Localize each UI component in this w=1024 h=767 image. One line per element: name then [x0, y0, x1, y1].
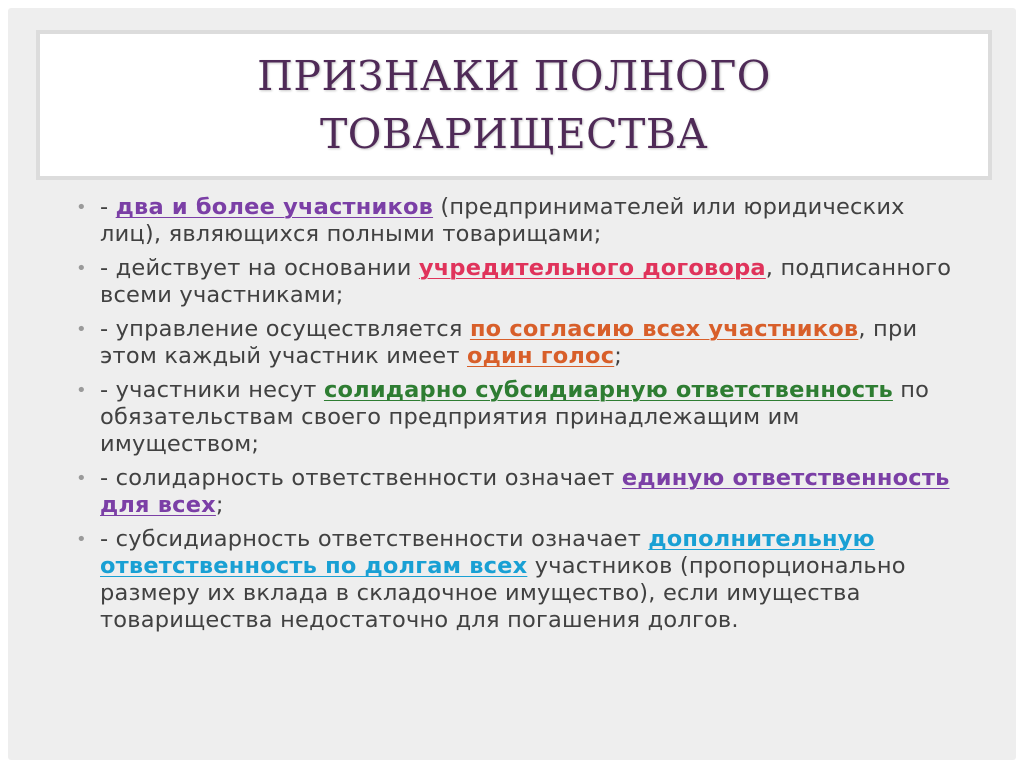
bullet-item	[76, 194, 956, 248]
bullet-text: , подписанного всеми участниками;	[100, 255, 952, 308]
bullet-text: участников (пропорционально размеру их вклада в складочное имущество), если имущества товарищества недостаточно для погашения долгов.	[100, 553, 906, 633]
bullet-dot-icon: •	[76, 529, 87, 550]
bullet-item	[76, 526, 956, 634]
bullet-text: -	[100, 194, 116, 220]
bullet-dot-icon: •	[76, 197, 87, 218]
bullet-text: - солидарность ответственности означает	[100, 465, 622, 491]
highlighted-term: по согласию всех участников	[469, 316, 859, 342]
slide	[8, 8, 1016, 760]
bullet-text: - субсидиарность ответственности означает	[100, 526, 649, 552]
bullet-text: - участники несут	[100, 377, 324, 403]
bullet-item	[76, 377, 956, 458]
highlighted-term: два и более участников	[115, 194, 434, 220]
bullet-text: - действует на основании	[100, 255, 419, 281]
bullet-dot-icon: •	[76, 380, 87, 401]
title-line-1: ПРИЗНАКИ ПОЛНОГО	[257, 52, 771, 100]
bullet-dot-icon: •	[76, 258, 87, 279]
bullet-list	[76, 194, 956, 641]
bullet-item	[76, 316, 956, 370]
highlighted-term: солидарно субсидиарную ответственность	[323, 377, 893, 403]
highlighted-term: дополнительную ответственность по долгам всех	[100, 526, 875, 579]
bullet-dot-icon: •	[76, 319, 87, 340]
bullet-text: ;	[215, 492, 224, 518]
bullet-item	[76, 255, 956, 309]
title-line-2: ТОВАРИЩЕСТВА	[319, 110, 709, 158]
bullet-dot-icon: •	[76, 468, 87, 489]
bullet-text: , при этом каждый участник имеет	[100, 316, 918, 369]
bullet-text: ;	[614, 343, 623, 369]
highlighted-term: учредительного договора	[418, 255, 766, 281]
slide-title	[257, 47, 771, 163]
highlighted-term: один голос	[466, 343, 615, 369]
bullet-item	[76, 465, 956, 519]
highlighted-term: единую ответственность для всех	[100, 465, 950, 518]
title-box	[36, 30, 992, 180]
bullet-text: по обязательствам своего предприятия принадлежащим им имуществом;	[100, 377, 930, 457]
bullet-text: - управление осуществляется	[100, 316, 470, 342]
bullet-text: (предпринимателей или юридических лиц), являющихся полными товарищами;	[100, 194, 905, 247]
